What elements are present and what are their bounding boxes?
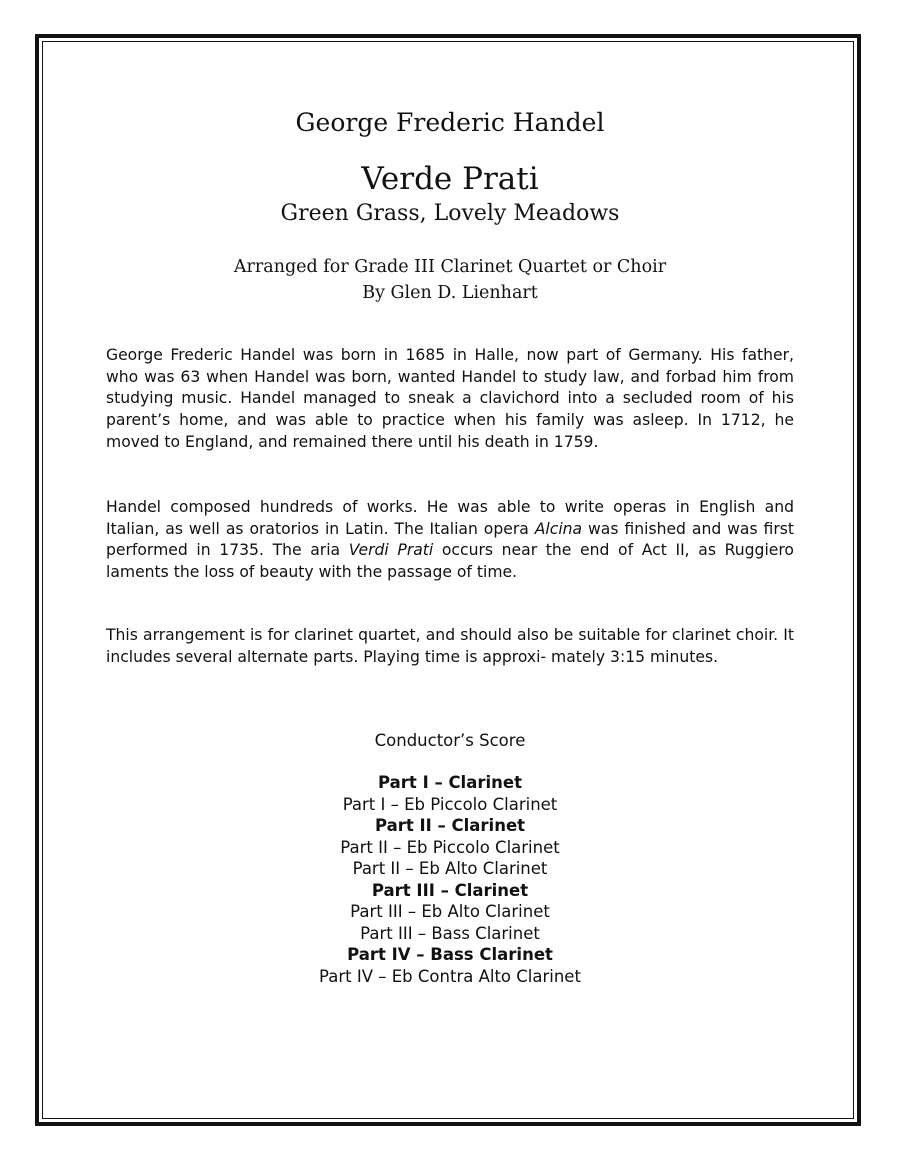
intro-paragraph-works	[106, 497, 794, 584]
intro-text: occurs near the end of Act II, as Ruggiero laments the loss of beauty with the passage of time.	[106, 541, 794, 582]
intro-paragraph-arrangement: This arrangement is for clarinet quartet, and should also be suitable for clarinet choir. It includes several alternate parts. Playing time is approxi- mately 3:15 minutes.	[106, 626, 794, 666]
part-heading: Part IV – Bass Clarinet	[347, 945, 553, 964]
piece-subtitle: Green Grass, Lovely Meadows	[280, 201, 620, 226]
arrangement-description: Arranged for Grade III Clarinet Quartet or Choir	[233, 257, 667, 277]
conductor-score-label: Conductor’s Score	[374, 731, 526, 750]
part-alternate: Part III – Bass Clarinet	[360, 923, 540, 943]
opera-title: Alcina	[534, 519, 583, 538]
part-alternate: Part I – Eb Piccolo Clarinet	[342, 794, 558, 814]
intro-paragraph-biography: George Frederic Handel was born in 1685 in Halle, now part of Germany. His father, who was 63 when Handel was born, wanted Handel to study law, and forbad him from studying music. Handel managed to sneak a clavichord into a secluded room of his parent’s home, and was able to practice when his family was asleep. In 1712, he moved to England, and remained there until his death in 1759.	[106, 346, 794, 451]
intro-text: was finished and was first performed in 1735. The aria	[106, 519, 794, 560]
part-alternate: Part II – Eb Piccolo Clarinet	[340, 837, 560, 857]
part-heading: Part II – Clarinet	[374, 816, 526, 835]
arranger-credit: By Glen D. Lienhart	[362, 283, 538, 303]
part-alternate: Part II – Eb Alto Clarinet	[352, 859, 548, 878]
part-alternate: Part IV – Eb Contra Alto Clarinet	[319, 966, 581, 986]
part-alternate: Part III – Eb Alto Clarinet	[350, 902, 550, 921]
parts-items	[0, 772, 900, 987]
intro-text: Handel composed hundreds of works. He was able to write operas in English and Italian, as well as oratorios in Latin. The Italian opera	[106, 498, 794, 538]
aria-title: Verdi Prati	[348, 541, 434, 560]
composer-name: George Frederic Handel	[295, 108, 605, 137]
part-heading: Part I – Clarinet	[378, 773, 522, 792]
piece-title: Verde Prati	[361, 161, 539, 197]
part-heading: Part III – Clarinet	[371, 880, 529, 900]
parts-list	[0, 730, 900, 987]
